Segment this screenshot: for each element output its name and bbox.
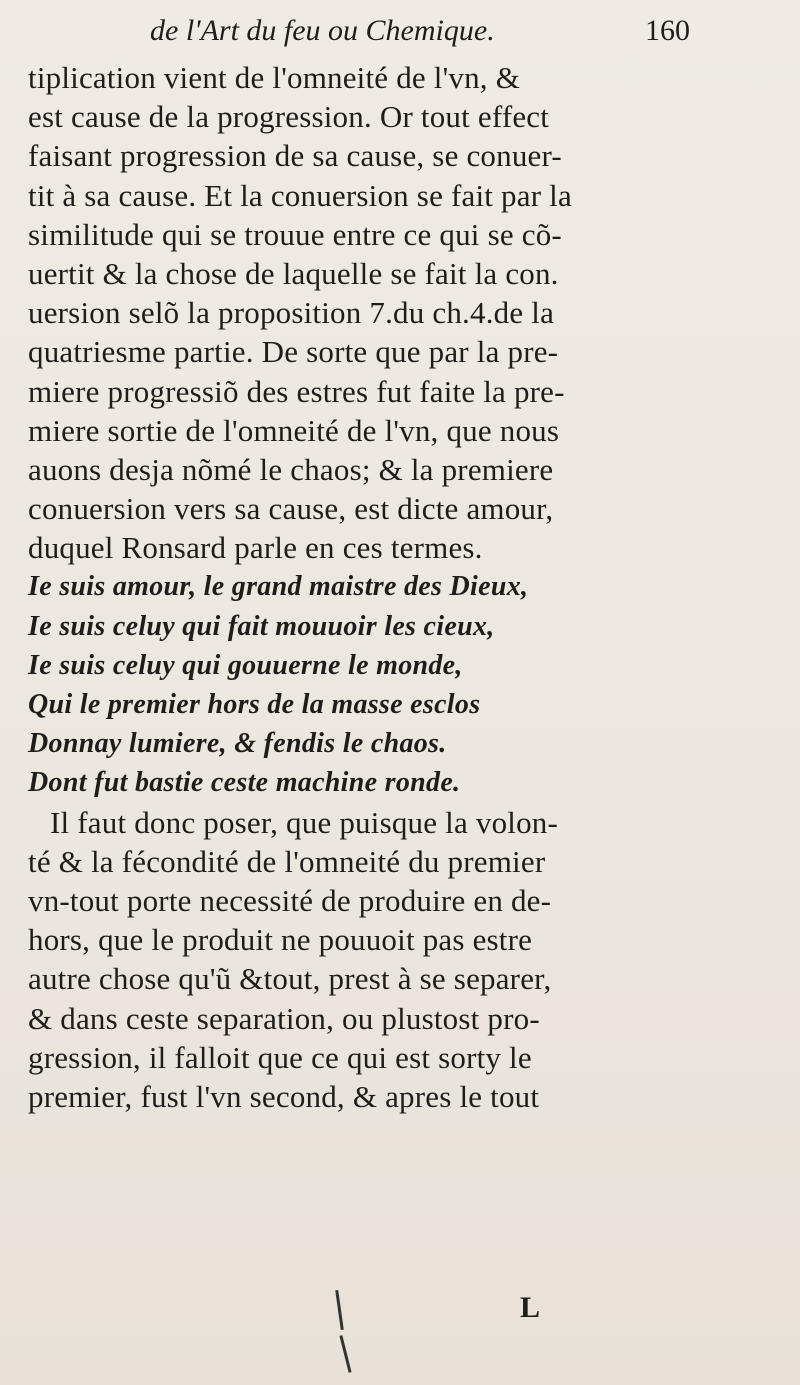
body-line: duquel Ronsard parle en ces termes. — [28, 530, 483, 566]
page-number: 160 — [645, 14, 690, 47]
signature-mark: L — [520, 1291, 541, 1324]
body-line: Il faut donc poser, que puisque la volon- — [50, 804, 558, 840]
body-line: conuersion vers sa cause, est dicte amour, — [28, 491, 554, 527]
verse-line: Donnay lumiere, & fendis le chaos. — [28, 728, 447, 760]
body-line: vn-tout porte necessité de produire en de- — [28, 882, 552, 918]
body-line: tiplication vient de l'omneité de l'vn, & — [28, 60, 521, 95]
body-line: faisant progression de sa cause, se conuer- — [28, 138, 562, 174]
body-line: miere progressiõ des estres fut faite la pre- — [28, 373, 565, 409]
body-line: similitude qui se trouue entre ce qui se cõ- — [28, 216, 562, 252]
body-line: hors, que le produit ne pouuoit pas estre — [28, 922, 533, 958]
body-line: uersion selõ la proposition 7.du ch.4.de la — [28, 295, 555, 331]
body-line: gression, il falloit que ce qui est sorty le — [28, 1039, 532, 1075]
body-line: premier, fust l'vn second, & apres le tout — [28, 1078, 540, 1114]
verse-line: Ie suis celuy qui fait mouuoir les cieux, — [28, 610, 495, 642]
body-line: est cause de la progression. Or tout effect — [28, 99, 550, 135]
body-line: uertit & la chose de laquelle se fait la con. — [28, 255, 559, 291]
body-line: & dans ceste separation, ou plustost pro- — [28, 1000, 540, 1036]
verse-line: Qui le premier hors de la masse esclos — [28, 689, 481, 720]
pen-stroke — [335, 1290, 344, 1330]
page-header — [150, 14, 770, 58]
body-line: auons desja nõmé le chaos; & la premiere — [28, 451, 554, 487]
body-line: té & la fécondité de l'omneité du premier — [28, 843, 546, 879]
body-line: quatriesme partie. De sorte que par la pre- — [28, 334, 559, 370]
text-block — [28, 58, 728, 1116]
running-title: de l'Art du feu ou Chemique. — [150, 14, 495, 47]
body-line: tit à sa cause. Et la conuersion se fait par la — [28, 177, 572, 213]
body-line: autre chose qu'ũ &tout, prest à se separer, — [28, 961, 552, 997]
verse-line: Dont fut bastie ceste machine ronde. — [28, 767, 461, 799]
pen-stroke — [339, 1335, 351, 1373]
verse-line: Ie suis celuy qui gouuerne le monde, — [28, 649, 463, 681]
verse-line: Ie suis amour, le grand maistre des Dieux, — [28, 571, 529, 603]
body-line: miere sortie de l'omneité de l'vn, que nous — [28, 412, 560, 448]
